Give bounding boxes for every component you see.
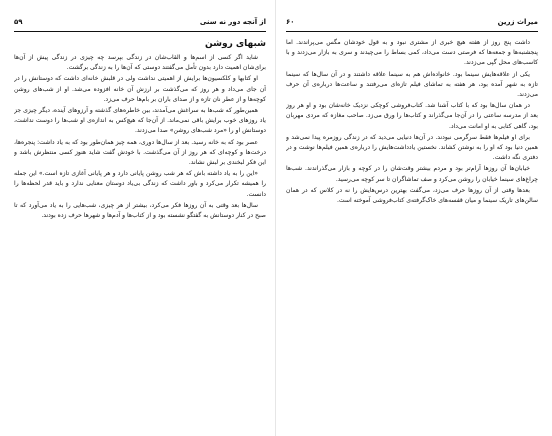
left-header-rule: [14, 31, 266, 32]
left-header-title: از آنجه دور نه سنی: [199, 18, 266, 26]
book-gutter: [275, 0, 276, 436]
right-paragraph: یکی از علاقه‌هایش سینما بود. خانواده‌اش هم به سینما علاقه داشتند و در آن سال‌ها که سینما تازه به شهر آمده بود، هر هفته به تماشای فیلم تازه‌ای می‌رفتند و ساعت‌ها درباره‌ی آن حرف می‌زدند.: [286, 70, 538, 99]
left-paragraph: شاید اگر کسی از اسم‌ها و القاب‌شان در زندگی بپرسد چه چیزی در زندگی پیش از آن‌ها برای‌شان اهمیت دارد بدون تأمل می‌گفتند دوستی که آن‌ها را به زندگی برگشت.: [14, 54, 266, 72]
right-paragraph: بعدها وقتی از آن روزها حرف می‌زد، می‌گفت بهترین درس‌هایش را نه در کلاس که در همان سالن‌های تاریک سینما و میان قفسه‌های خاک‌گرفته‌ی کتاب‌فروشی آموخته است.: [286, 186, 538, 205]
right-paragraph: داشت پنج روز از هفته هیچ خبری از مشتری نبود و به قول خودشان مگس می‌پراندند. اما پنجشنبه‌ها و جمعه‌ها که فرصتی دست می‌داد، کمی بساط را می‌چیدند و سری به بازار می‌زدند و با کاسب‌های محل گپی می‌زدند.: [286, 39, 538, 67]
left-page-body: [14, 38, 266, 422]
left-page-number: ۵۹: [14, 18, 23, 26]
right-paragraph: خیابان‌ها آن روزها آرام‌تر بود و مردم بیشتر وقت‌شان را در کوچه و بازار می‌گذراندند. شب‌ها چراغ‌های سینما خیابان را روشن می‌کرد و صف تماشاگران تا سر کوچه می‌رسید.: [286, 165, 538, 183]
left-page: [14, 8, 266, 428]
right-page-body: [286, 38, 538, 422]
left-running-header: [14, 18, 266, 30]
right-paragraph: در همان سال‌ها بود که با کتاب آشنا شد. کتاب‌فروشی کوچکی نزدیک خانه‌شان بود و او هر روز بعد از مدرسه ساعتی را در آن‌جا می‌گذراند و کتاب‌ها را ورق می‌زد. صاحب مغازه که مردی مهربان بود، گاهی کتابی به او امانت می‌داد.: [286, 102, 538, 130]
right-header-rule: [286, 31, 538, 32]
left-paragraph: همین‌طور که شب‌ها به سراغش می‌آمدند، بین خاطره‌های گذشته و آرزوهای آینده، دیگر چیزی جز یاد روزهای خوب برایش باقی نمی‌ماند. از آن‌جا که هیچ‌کس به اندازه‌ی او شب‌ها را دوست نداشت، دوستانش او را «مرد شب‌های روشن» صدا می‌زدند.: [14, 107, 266, 135]
right-running-header: [286, 18, 538, 30]
left-paragraph: عصر بود که به خانه رسید. بعد از سال‌ها دوری، همه چیز همان‌طور بود که به یاد داشت: پنجره‌ها، درخت‌ها و کوچه‌ای که هر روز از آن می‌گذشت. با خودش گفت شاید هنوز کسی منتظرش باشد و این فکر لبخندی بر لبش نشاند.: [14, 138, 266, 167]
right-page: [286, 8, 538, 428]
right-page-number: ۶۰: [286, 18, 295, 26]
right-paragraph: برای او فیلم‌ها فقط سرگرمی نبودند. در آن‌ها دنیایی می‌دید که در زندگی روزمره پیدا نمی‌شد و همین دنیا بود که او را به نوشتن کشاند. نخستین یادداشت‌هایش را درباره‌ی همین فیلم‌ها نوشت و در دفتری نگه داشت.: [286, 133, 538, 162]
left-paragraph: او کتابها و کلکسیون‌ها برایش از اهمیتی نداشت ولی در قلبش خانه‌ای داشت که دوستانش را در آن جای می‌داد و هر روز که می‌گذشت بر ارزش آن خانه افزوده می‌شد. او از شب‌های روشن کوچه‌ها و از عطر نان تازه و از صدای باران بر بام‌ها حرف می‌زد.: [14, 75, 266, 103]
right-header-title: میراث زرین: [497, 18, 538, 26]
left-paragraph: سال‌ها بعد وقتی به آن روزها فکر می‌کرد، بیشتر از هر چیزی، شب‌هایی را به یاد می‌آورد که تا صبح در کنار دوستانش به گفتگو نشسته بود و از کتاب‌ها و آدم‌ها و شهرها حرف زده بودند.: [14, 201, 266, 220]
section-title: شبهای روشن: [205, 39, 266, 49]
left-paragraph: «این را به یاد داشته باش که هر شب روشن پایانی دارد و هر پایانی آغازی تازه است.» این جمله را همیشه تکرار می‌کرد و باور داشت که زندگی بی‌یاد دوستان معنایی ندارد و باید قدر لحظه‌ها را دانست.: [14, 170, 266, 198]
